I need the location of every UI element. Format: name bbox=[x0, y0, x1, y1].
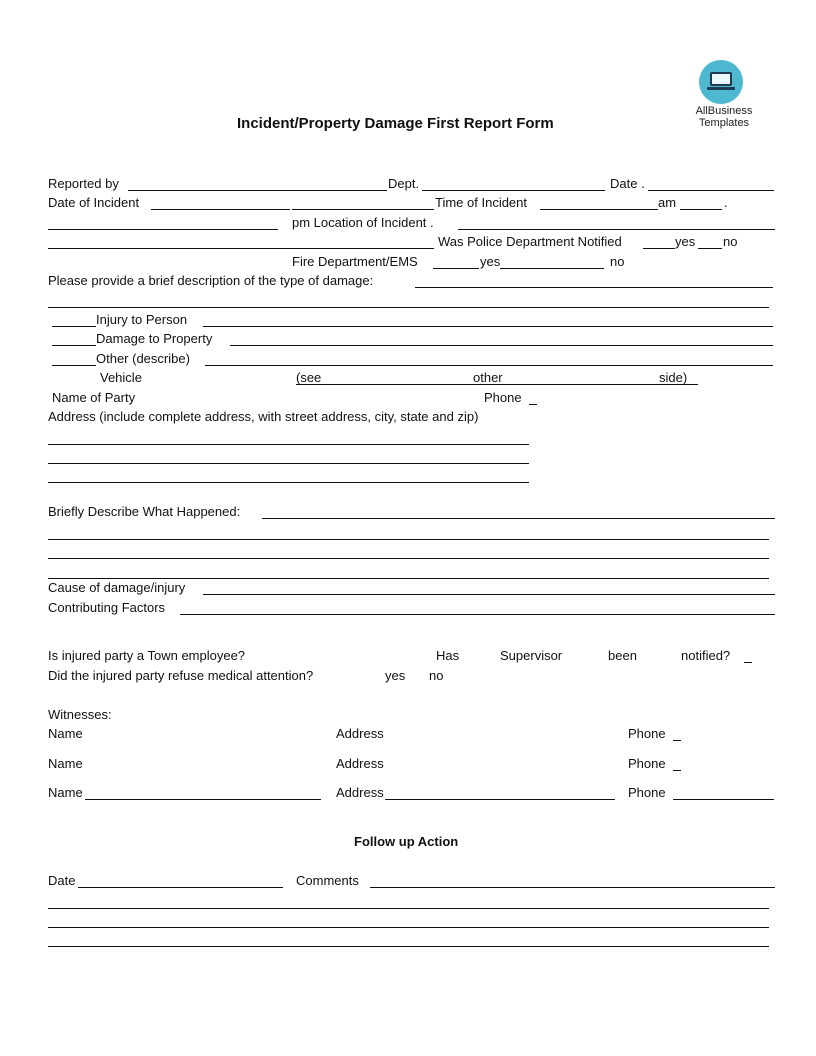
supervisor-text: Supervisor bbox=[500, 648, 563, 663]
date-of-incident-label: Date of Incident bbox=[48, 195, 140, 210]
police-yes-line[interactable] bbox=[643, 248, 675, 249]
followup-comments-line-2[interactable] bbox=[48, 908, 769, 909]
town-employee-label: Is injured party a Town employee? bbox=[48, 648, 246, 663]
witness-3-phone-label: Phone bbox=[628, 785, 666, 800]
witness-1-address-label: Address bbox=[336, 726, 384, 741]
witness-3-name-label: Name bbox=[48, 785, 83, 800]
date-of-incident-line-2[interactable] bbox=[292, 209, 434, 210]
fire-yes-label: yes bbox=[480, 254, 501, 269]
injury-line[interactable] bbox=[203, 326, 773, 327]
party-phone-label: Phone bbox=[484, 390, 522, 405]
address-line-2[interactable] bbox=[48, 463, 529, 464]
witness-1-phone-label: Phone bbox=[628, 726, 666, 741]
refuse-yes-label: yes bbox=[385, 668, 406, 683]
has-text: Has bbox=[436, 648, 460, 663]
followup-comments-line-4[interactable] bbox=[48, 946, 769, 947]
witness-3-phone-line[interactable] bbox=[673, 799, 774, 800]
witnesses-heading: Witnesses: bbox=[48, 707, 112, 722]
cause-line[interactable] bbox=[203, 594, 775, 595]
refuse-medical-label: Did the injured party refuse medical attention? bbox=[48, 668, 314, 683]
witness-2-phone-line[interactable] bbox=[673, 770, 681, 771]
injury-check-line[interactable] bbox=[52, 326, 96, 327]
refuse-no-label: no bbox=[429, 668, 444, 683]
date-line[interactable] bbox=[648, 190, 774, 191]
witness-1-phone-line[interactable] bbox=[673, 740, 681, 741]
address-line-3[interactable] bbox=[48, 482, 529, 483]
describe-label: Briefly Describe What Happened: bbox=[48, 504, 241, 519]
reported-by-label: Reported by bbox=[48, 176, 119, 191]
been-text: been bbox=[608, 648, 637, 663]
witness-3-address-line[interactable] bbox=[385, 799, 615, 800]
witness-2-address-label: Address bbox=[336, 756, 384, 771]
police-notified-label: Was Police Department Notified bbox=[438, 234, 622, 249]
other-text: other bbox=[473, 370, 503, 385]
laptop-icon bbox=[710, 72, 732, 86]
brand-text bbox=[690, 105, 758, 129]
brand-logo bbox=[699, 60, 743, 104]
date-of-incident-line[interactable] bbox=[151, 209, 290, 210]
fire-no-label: no bbox=[610, 254, 625, 269]
followup-comments-line-1[interactable] bbox=[370, 887, 775, 888]
damage-line-2[interactable] bbox=[48, 307, 769, 308]
witness-1-name-label: Name bbox=[48, 726, 83, 741]
see-other-side-underline bbox=[296, 384, 698, 385]
fire-no-line[interactable] bbox=[500, 268, 604, 269]
time-line[interactable] bbox=[540, 209, 658, 210]
laptop-base bbox=[707, 87, 735, 90]
contributing-line[interactable] bbox=[180, 614, 775, 615]
location-line-2[interactable] bbox=[48, 248, 434, 249]
witness-2-name-label: Name bbox=[48, 756, 83, 771]
police-yes-label: yes bbox=[675, 234, 696, 249]
am-line[interactable] bbox=[680, 209, 722, 210]
time-of-incident-label: Time of Incident bbox=[435, 195, 528, 210]
am-suffix: . bbox=[724, 195, 728, 210]
followup-date-label: Date bbox=[48, 873, 76, 888]
address-line-1[interactable] bbox=[48, 444, 529, 445]
brand-name: AllBusiness bbox=[695, 105, 753, 117]
contributing-label: Contributing Factors bbox=[48, 600, 166, 615]
police-no-line[interactable] bbox=[698, 248, 722, 249]
address-prompt-label: Address (include complete address, with street address, city, state and zip) bbox=[48, 409, 479, 424]
witness-2-phone-label: Phone bbox=[628, 756, 666, 771]
time-pm-line[interactable] bbox=[48, 229, 278, 230]
other-line[interactable] bbox=[205, 365, 773, 366]
injury-label: Injury to Person bbox=[96, 312, 188, 327]
brand-sub: Templates bbox=[698, 117, 750, 129]
describe-line-3[interactable] bbox=[48, 558, 769, 559]
dept-line[interactable] bbox=[422, 190, 605, 191]
date-label: Date . bbox=[610, 176, 645, 191]
notified-line[interactable] bbox=[744, 662, 752, 663]
damage-line-1[interactable] bbox=[415, 287, 773, 288]
dept-label: Dept. bbox=[388, 176, 420, 191]
other-check-line[interactable] bbox=[52, 365, 96, 366]
witness-3-address-label: Address bbox=[336, 785, 384, 800]
property-line[interactable] bbox=[230, 345, 773, 346]
describe-line-1[interactable] bbox=[262, 518, 775, 519]
fire-dept-label: Fire Department/EMS bbox=[292, 254, 418, 269]
describe-line-2[interactable] bbox=[48, 539, 769, 540]
followup-comments-label: Comments bbox=[296, 873, 359, 888]
followup-date-line[interactable] bbox=[78, 887, 283, 888]
property-check-line[interactable] bbox=[52, 345, 96, 346]
am-label: am bbox=[658, 195, 677, 210]
notified-text: notified? bbox=[681, 648, 731, 663]
name-of-party-label: Name of Party bbox=[52, 390, 136, 405]
other-label: Other (describe) bbox=[96, 351, 190, 366]
location-line[interactable] bbox=[458, 229, 775, 230]
followup-comments-line-3[interactable] bbox=[48, 927, 769, 928]
describe-line-4[interactable] bbox=[48, 578, 769, 579]
witness-3-name-line[interactable] bbox=[85, 799, 321, 800]
cause-label: Cause of damage/injury bbox=[48, 580, 186, 595]
side-text: side) bbox=[659, 370, 688, 385]
page-title: Incident/Property Damage First Report Form bbox=[237, 115, 554, 132]
damage-prompt-label: Please provide a brief description of the type of damage: bbox=[48, 273, 374, 288]
fire-yes-line[interactable] bbox=[433, 268, 479, 269]
reported-by-line[interactable] bbox=[128, 190, 387, 191]
police-no-label: no bbox=[723, 234, 738, 249]
vehicle-label: Vehicle bbox=[100, 370, 142, 385]
pm-location-label: pm Location of Incident . bbox=[292, 215, 434, 230]
party-phone-line[interactable] bbox=[529, 404, 537, 405]
property-label: Damage to Property bbox=[96, 331, 213, 346]
see-text: (see bbox=[296, 370, 322, 385]
followup-heading: Follow up Action bbox=[354, 834, 459, 849]
